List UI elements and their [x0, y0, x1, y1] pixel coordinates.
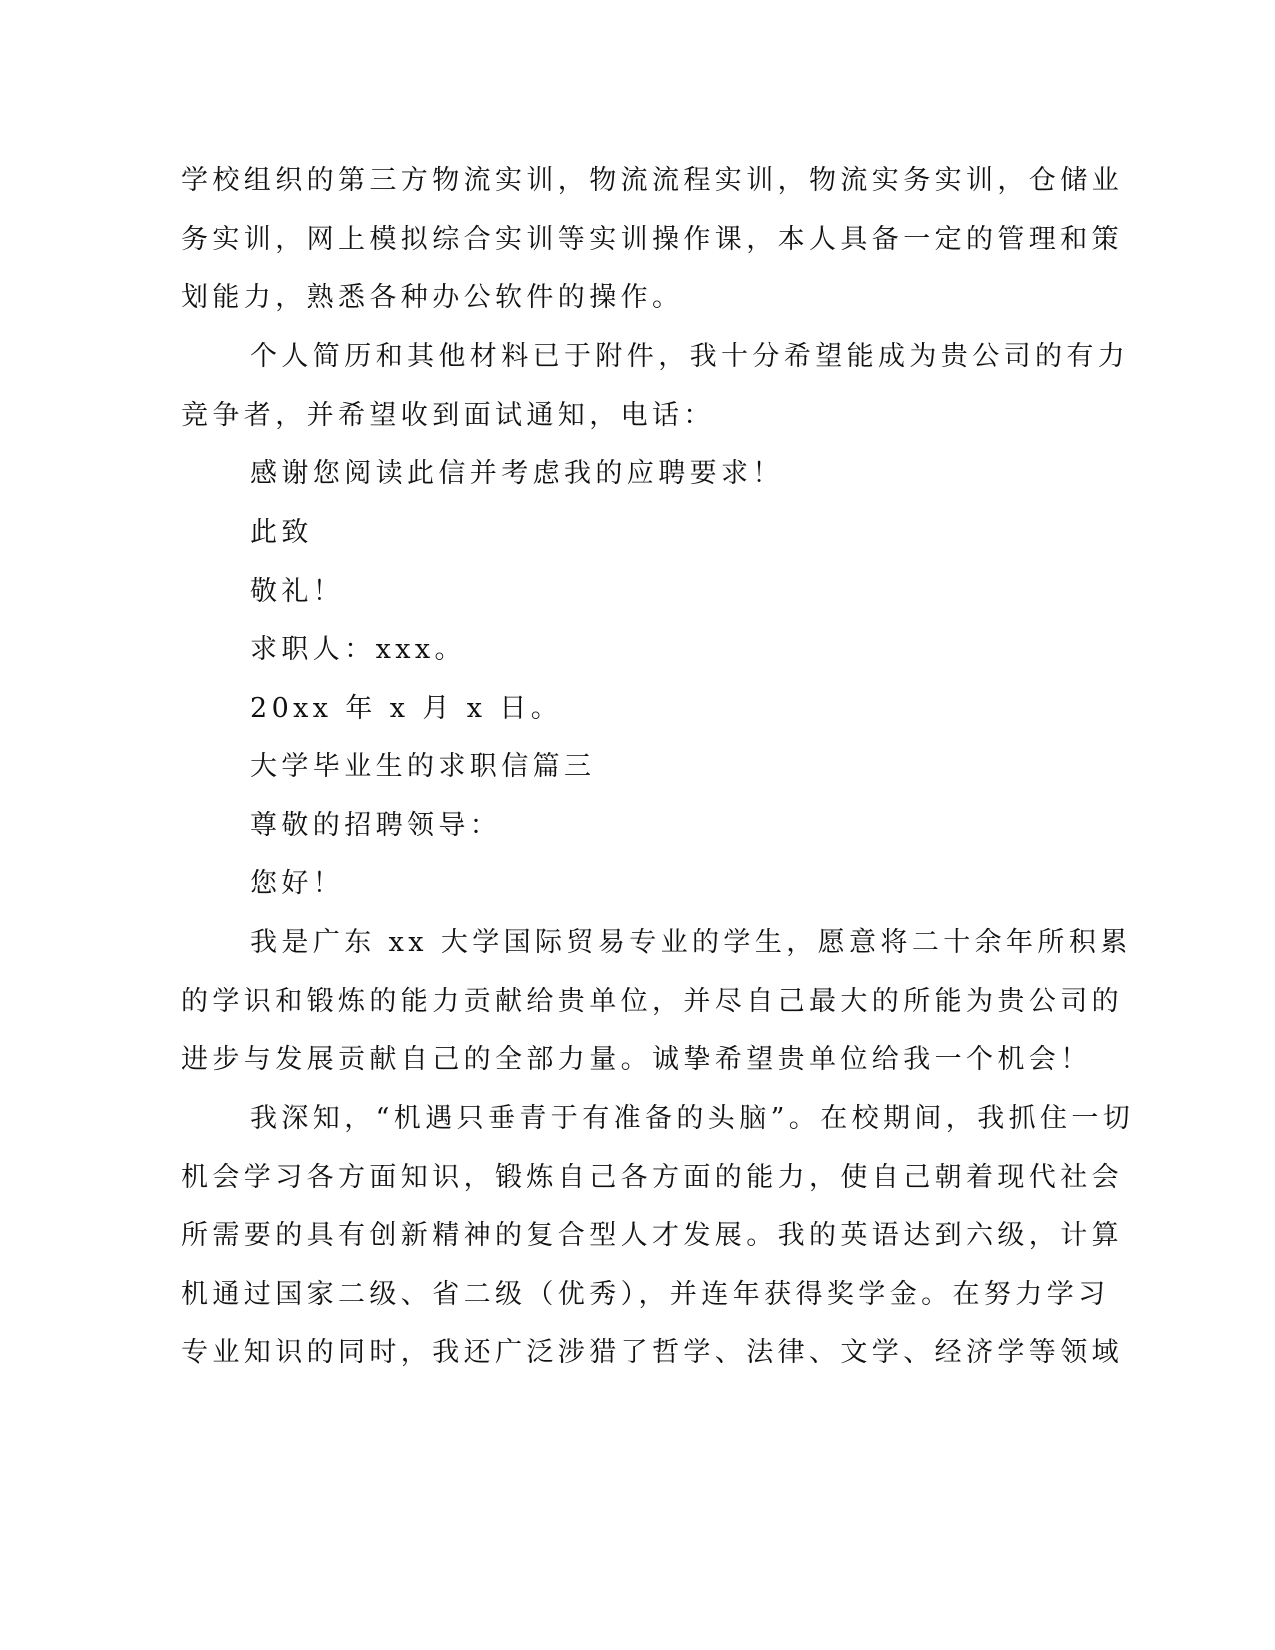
- text-line: 划能力，熟悉各种办公软件的操作。: [181, 282, 684, 313]
- text-line: 竞争者，并希望收到面试通知，电话：: [181, 400, 715, 431]
- text-line: 学校组织的第三方物流实训，物流流程实训，物流实务实训，仓储业: [181, 165, 1123, 196]
- text-line: 尊敬的招聘领导：: [250, 810, 502, 841]
- text-line: 20xx 年 x 月 x 日。: [250, 693, 563, 724]
- section-heading: 大学毕业生的求职信篇三: [250, 751, 596, 782]
- text-line: 所需要的具有创新精神的复合型人才发展。我的英语达到六级，计算: [181, 1220, 1123, 1251]
- text-line: 此致: [250, 517, 313, 548]
- text-line: 我是广东 xx 大学国际贸易专业的学生，愿意将二十余年所积累: [250, 927, 1132, 958]
- text-line: 感谢您阅读此信并考虑我的应聘要求！: [250, 458, 784, 489]
- text-line: 我深知，“机遇只垂青于有准备的头脑”。在校期间，我抓住一切: [250, 1103, 1135, 1134]
- text-line: 个人简历和其他材料已于附件，我十分希望能成为贵公司的有力: [250, 341, 1130, 372]
- text-line: 务实训，网上模拟综合实训等实训操作课，本人具备一定的管理和策: [181, 224, 1123, 255]
- text-line: 的学识和锻炼的能力贡献给贵单位，并尽自己最大的所能为贵公司的: [181, 986, 1123, 1017]
- text-line: 进步与发展贡献自己的全部力量。诚挚希望贵单位给我一个机会！: [181, 1044, 1092, 1075]
- text-line: 机会学习各方面知识，锻炼自己各方面的能力，使自己朝着现代社会: [181, 1162, 1123, 1193]
- text-line: 敬礼！: [250, 576, 345, 607]
- text-line: 机通过国家二级、省二级（优秀），并连年获得奖学金。在努力学习: [181, 1279, 1110, 1310]
- text-line: 求职人：xxx。: [250, 634, 466, 665]
- text-line: 专业知识的同时，我还广泛涉猎了哲学、法律、文学、经济学等领域: [181, 1337, 1123, 1368]
- text-line: 您好！: [250, 868, 345, 899]
